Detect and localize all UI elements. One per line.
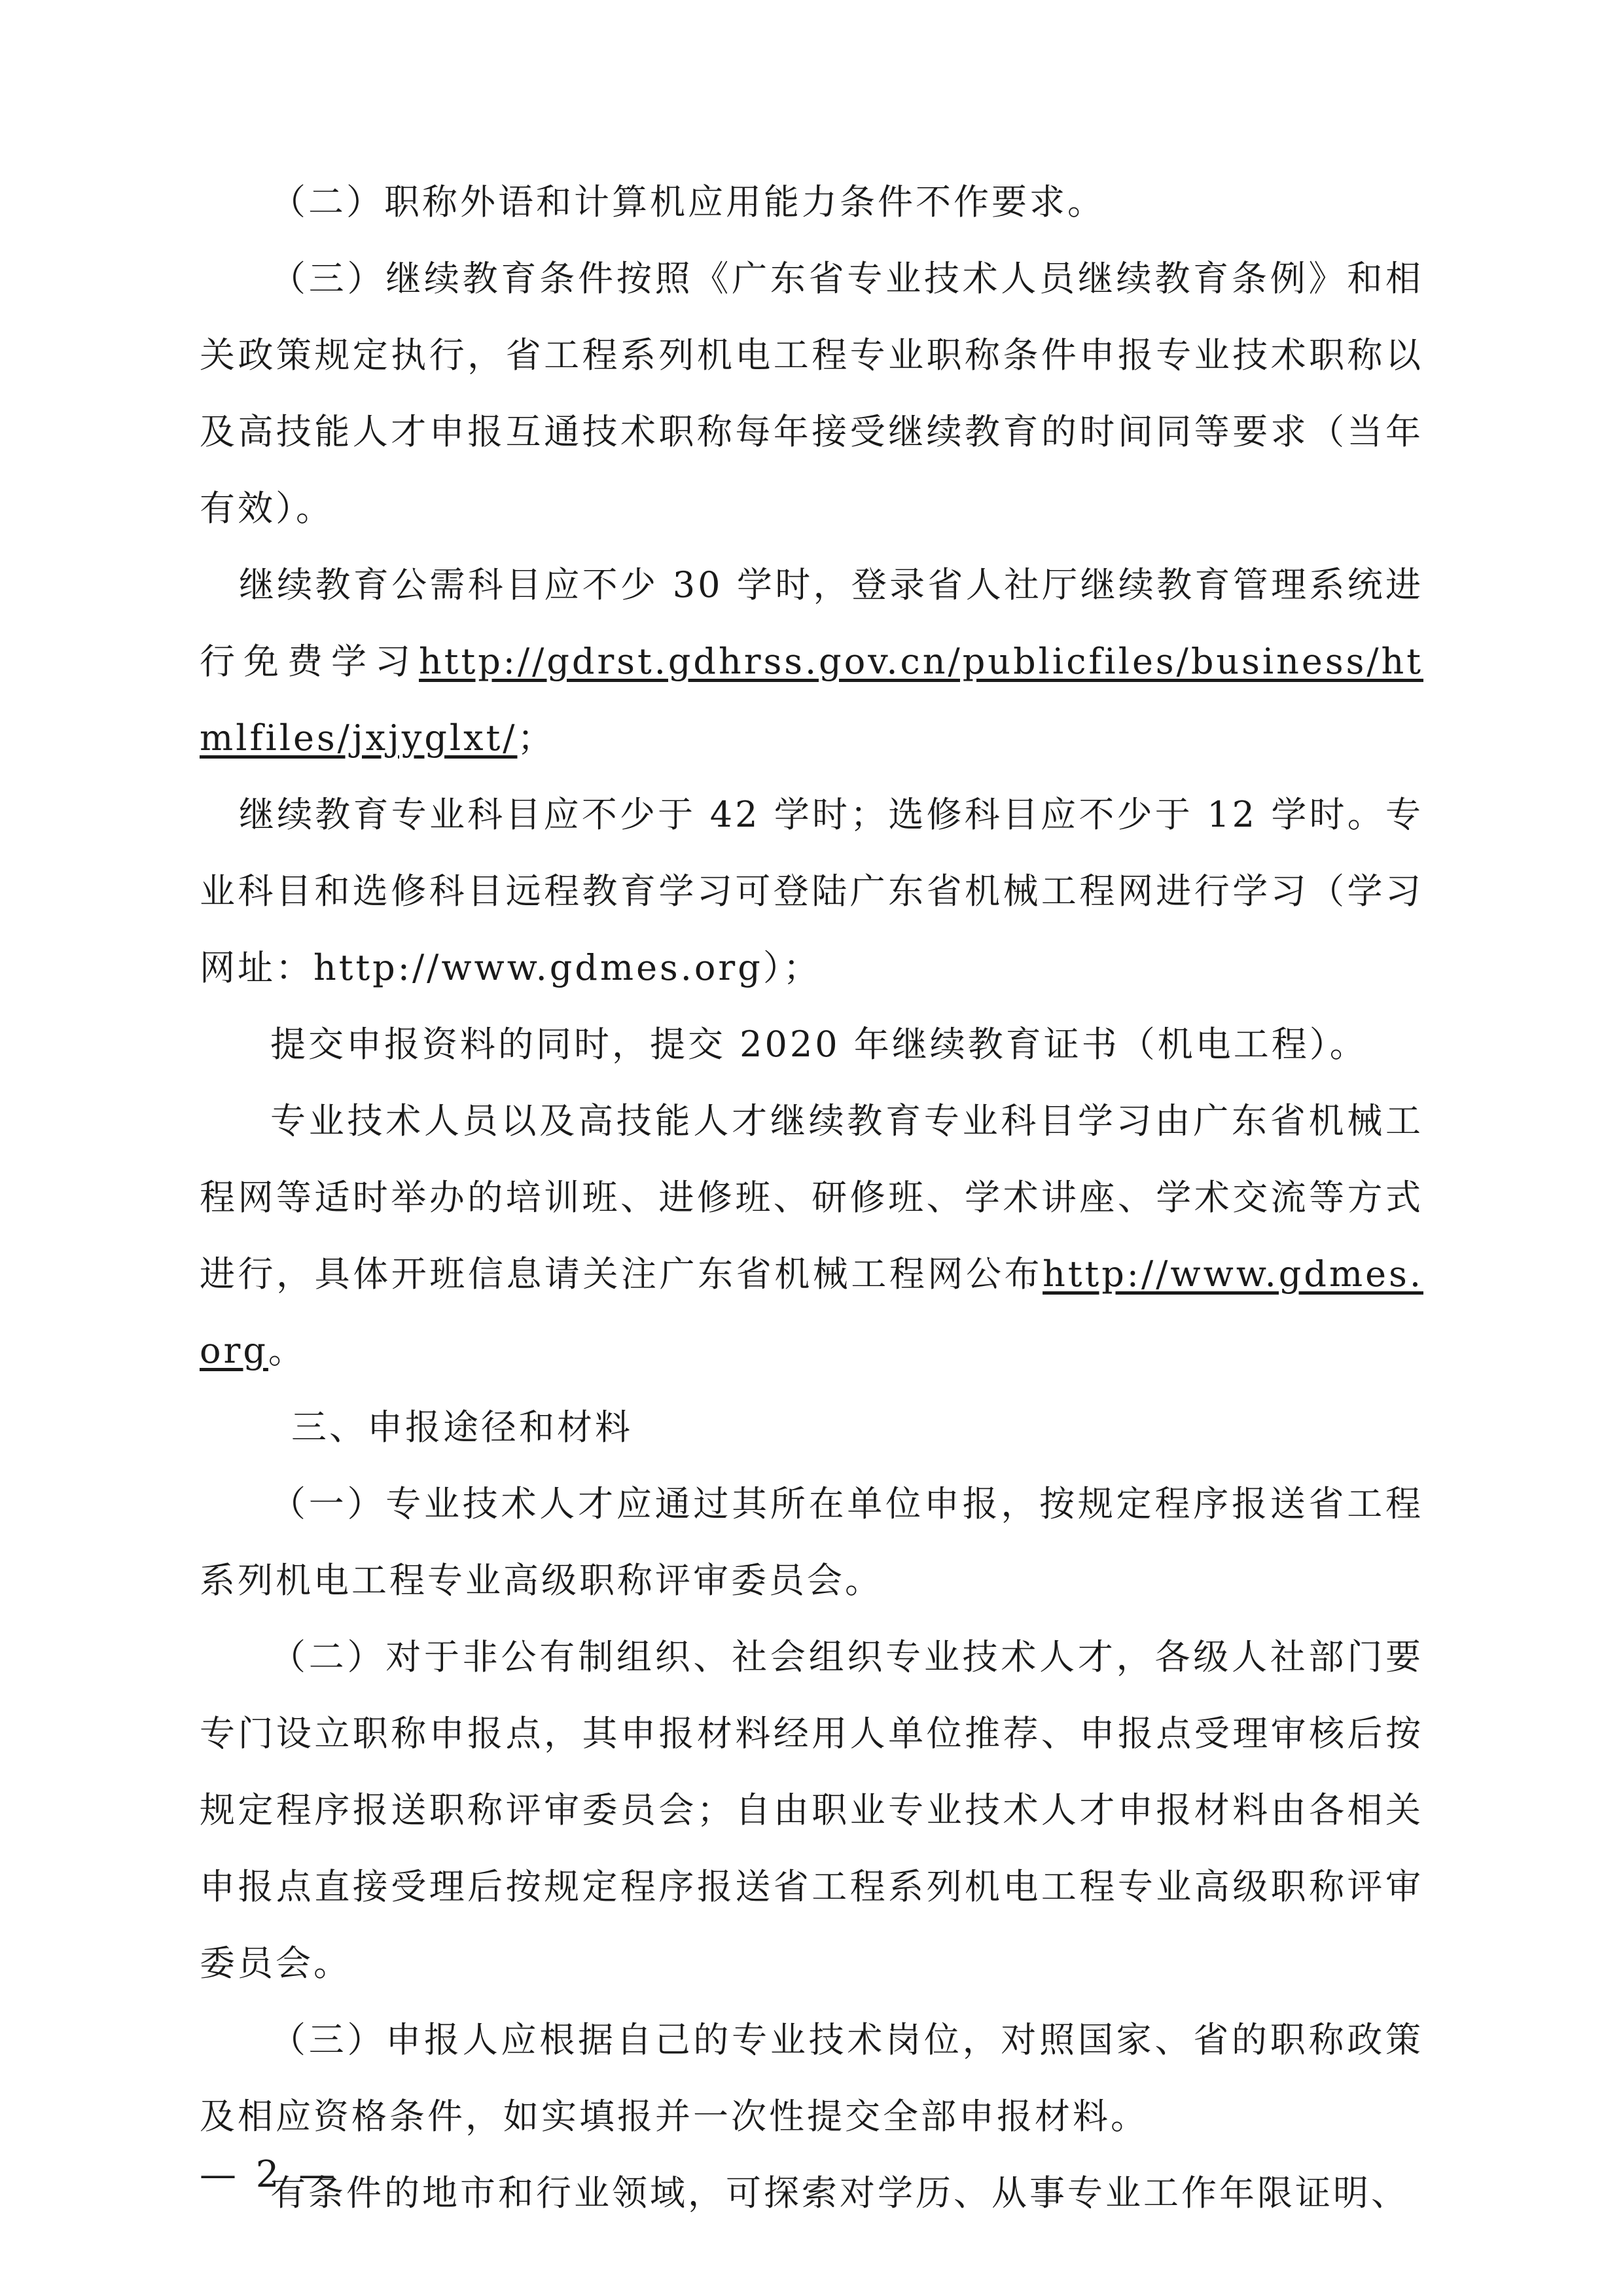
paragraph-public-course-hours [200,547,1423,776]
hr-education-system-link[interactable]: http://gdrst.gdhrss.gov.cn/publicfiles/business/htmlfiles/jxjyglxt/ [200,641,1423,759]
paragraph-applicant-responsibility: （三）申报人应根据自己的专业技术岗位，对照国家、省的职称政策及相应资格条件，如实填报并一次性提交全部申报材料。 [200,2019,1423,2137]
document-body [200,164,1423,2231]
gdmes-website-link[interactable]: http://www.gdmes.org [200,1253,1423,1371]
paragraph-foreign-language-requirement: （二）职称外语和计算机应用能力条件不作要求。 [270,181,1105,223]
paragraph-continuing-education-conditions: （三）继续教育条件按照《广东省专业技术人员继续教育条例》和相关政策规定执行，省工程系列机电工程专业职称条件申报专业技术职称以及高技能人才申报互通技术职称每年接受继续教育的时间同等要求（当年有效）。 [200,258,1423,529]
paragraph-apply-through-unit: （一）专业技术人才应通过其所在单位申报，按规定程序报送省工程系列机电工程专业高级职称评审委员会。 [200,1483,1423,1601]
public-course-text: 继续教育公需科目应不少 30 学时，登录省人社厅继续教育管理系统进行免费学习 [200,564,1423,682]
public-course-end: ； [517,717,556,759]
training-methods-end: 。 [268,1330,306,1371]
training-methods-text: 专业技术人员以及高技能人才继续教育专业科目学习由广东省机械工程网等适时举办的培训班、进修班、研修班、学术讲座、学术交流等方式进行，具体开班信息请关注广东省机械工程网公布 [200,1100,1423,1295]
page-number: — 2 — [200,2153,340,2196]
paragraph-professional-course-hours: 继续教育专业科目应不少于 42 学时；选修科目应不少于 12 学时。专业科目和选修科目远程教育学习可登陆广东省机械工程网进行学习（学习网址：http://www.gdmes.org）； [200,794,1423,988]
section-heading-application-channels: 三、申报途径和材料 [291,1407,633,1448]
paragraph-non-public-organizations: （二）对于非公有制组织、社会组织专业技术人才，各级人社部门要专门设立职称申报点，其申报材料经用人单位推荐、申报点受理审核后按规定程序报送职称评审委员会；自由职业专业技术人才申报材料由各相关申报点直接受理后按规定程序报送省工程系列机电工程专业高级职称评审委员会。 [200,1636,1423,1984]
paragraph-qualified-regions: 有条件的地市和行业领域，可探索对学历、从事专业工作年限证明、 [270,2172,1409,2214]
paragraph-submit-certificate: 提交申报资料的同时，提交 2020 年继续教育证书（机电工程）。 [270,1024,1368,1065]
paragraph-training-methods [200,1083,1423,1389]
